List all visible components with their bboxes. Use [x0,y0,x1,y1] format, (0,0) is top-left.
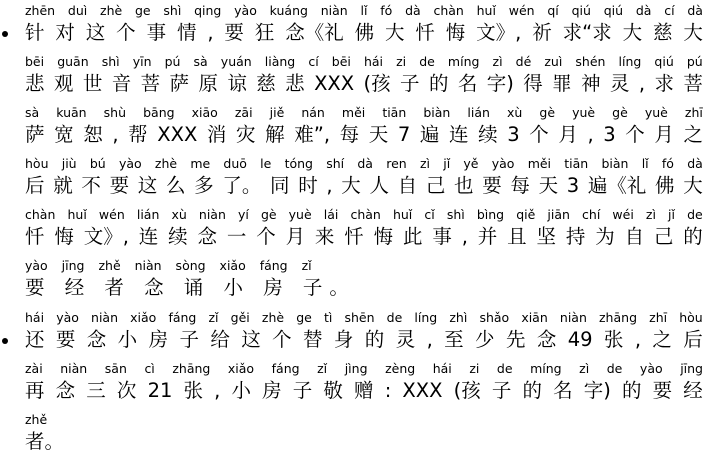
pinyin-line: sà kuān shù bāng xiāo zāi jiě nán měi tiān biàn lián xù gè yuè gè yuè zhī [25,105,703,120]
hanzi-line: 悲 观 世 音 菩 萨 原 谅 慈 悲 XXX (孩 子 的 名 字) 得 罪 神 灵 , 求 菩 [25,72,703,95]
bullet-icon [2,31,8,37]
hanzi-line: 再 念 三 次 21 张 , 小 房 子 敬 赠 : XXX (孩 子 的 名 字) 的 要 经 [25,379,703,402]
hanzi-line: 后 就 不 要 这 么 多 了。 同 时 , 大 人 自 己 也 要 每 天 3 遍《礼 佛 大 [25,174,703,197]
pinyin-line: chàn huǐ wén lián xù niàn yí gè yuè lái chàn huǐ cǐ shì bìng qiě jiān chí wéi zì jǐ de [25,207,703,222]
hanzi-line: 萨 宽 恕 , 帮 XXX 消 灾 解 难”, 每 天 7 遍 连 续 3 个 月 , 3 个 月 之 [25,123,703,146]
pinyin-line: zhēn duì zhè ge shì qing yào kuáng niàn lǐ fó dà chàn huǐ wén qí qiú qiú dà cí dà [25,3,703,18]
pinyin-line: hòu jiù bú yào zhè me duō le tóng shí dà ren zì jǐ yě yào měi tiān biàn lǐ fó dà [25,156,703,171]
pinyin-line: hái yào niàn xiǎo fáng zǐ gěi zhè ge tì shēn de líng zhì shǎo xiān niàn zhāng zhī hòu [25,310,703,325]
hanzi-line: 者。 [25,430,65,453]
pinyin-line: zhě [25,412,48,427]
hanzi-line: 要 经 者 念 诵 小 房 子。 [25,276,356,299]
pinyin-line: yào jīng zhě niàn sòng xiǎo fáng zǐ [25,258,312,273]
pinyin-line: bēi guān shì yīn pú sà yuán liàng cí bēi hái zi de míng zì dé zuì shén líng qiú pú [25,54,703,69]
bullet-icon [2,338,8,344]
hanzi-line: 还 要 念 小 房 子 给 这 个 替 身 的 灵 , 至 少 先 念 49 张 , 之 后 [25,328,703,351]
hanzi-line: 忏 悔 文》, 连 续 念 一 个 月 来 忏 悔 此 事 , 并 且 坚 持 为 自 己 的 [25,225,703,248]
hanzi-line: 针 对 这 个 事 情 , 要 狂 念《礼 佛 大 忏 悔 文》, 祈 求“求 大 慈 大 [25,21,703,44]
pinyin-line: zài niàn sān cì zhāng xiǎo fáng zǐ jìng zèng hái zi de míng zì de yào jīng [25,361,703,376]
